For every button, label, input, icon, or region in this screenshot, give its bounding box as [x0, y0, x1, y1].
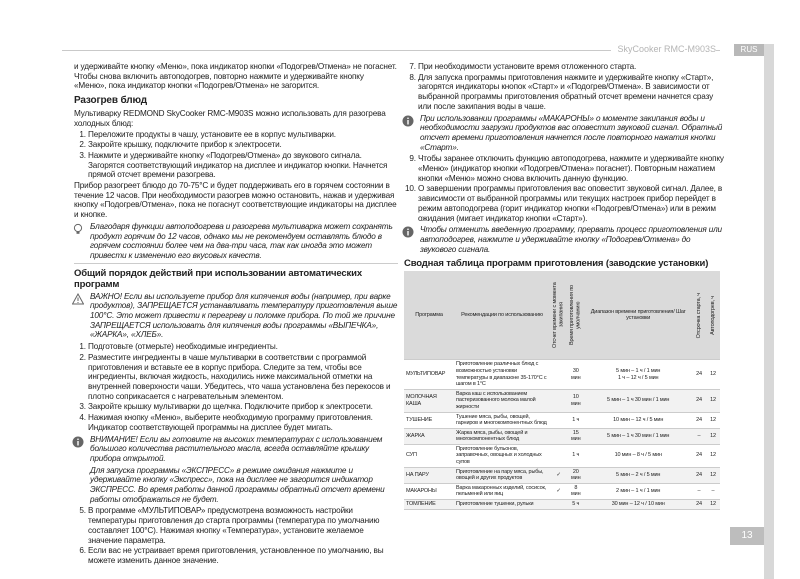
info-icon	[402, 115, 414, 127]
table-cell: Приготовление на пару мяса, рыбы, овощей и других продуктов	[454, 467, 550, 483]
list-item: 1. Подготовьте (отмерьте) необходимые ингредиенты.	[88, 342, 398, 352]
table-cell: НА ПАРУ	[404, 467, 454, 483]
table-cell: 12	[706, 428, 720, 444]
heading-reheat: Разогрев блюд	[74, 95, 147, 107]
steps-9-10	[404, 154, 728, 223]
right-column	[404, 62, 728, 510]
table-cell: МУЛЬТИПОВАР	[404, 360, 454, 389]
steps-7-8	[404, 62, 728, 112]
table-cell: МОЛОЧНАЯ КАША	[404, 389, 454, 412]
table-cell: 24	[692, 500, 706, 510]
info-icon	[402, 226, 414, 238]
table-cell	[550, 360, 567, 389]
table-cell: 12	[706, 412, 720, 428]
intro-text: и удерживайте кнопку «Меню», пока индикатор кнопки «Подогрев/Отмена» не погаснет. Чтобы снова включить автоподогрев, повторно нажмите и удерживайте кнопку «Меню», пока индикатор кнопки «Подогрев/Отмена» не загорится.	[74, 62, 397, 91]
table-cell: Приготовление тушенки, рульки	[454, 500, 550, 510]
table-cell	[550, 500, 567, 510]
table-cell: 24	[692, 444, 706, 467]
table-cell: 24	[692, 467, 706, 483]
table-cell: 5 ч	[567, 500, 584, 510]
table-cell: Приготовление различных блюд с возможностью установки температуры в диапазоне 35-170°С с шагом в 1°С	[454, 360, 550, 389]
general-steps	[74, 342, 398, 432]
stop-note: Чтобы отменить введенную программу, прервать процесс приготовления или автоподогрев, нажмите и удерживайте кнопку «Подогрев/Отмена» до звукового сигнала.	[404, 225, 728, 254]
table-cell: 5 мин – 1 ч / 1 мин 1 ч – 12 ч / 5 мин	[584, 360, 692, 389]
table-cell: 10 мин – 8 ч / 5 мин	[584, 444, 692, 467]
table-cell: 12	[706, 389, 720, 412]
table-cell: 20 мин	[567, 467, 584, 483]
table-cell: 12	[706, 467, 720, 483]
table-cell: 24	[692, 360, 706, 389]
table-title: Сводная таблица программ приготовления (заводские установки)	[404, 258, 709, 270]
table-cell: –	[706, 483, 720, 499]
table-row	[404, 467, 720, 483]
list-item: 7. При необходимости установите время отложенного старта.	[418, 62, 728, 72]
table-cell	[550, 389, 567, 412]
side-bar	[764, 44, 774, 579]
attention-note: ВНИМАНИЕ! Если вы готовите на высоких температурах с использованием большого количества растительного масла, всегда оставляйте крышку прибора открытой.	[74, 435, 398, 464]
table-cell	[550, 428, 567, 444]
warning-icon	[72, 293, 84, 305]
table-row	[404, 444, 720, 467]
list-item: 3. Закройте крышку мультиварки до щелчка. Подключите прибор к электросети.	[88, 402, 398, 412]
col-header: Время приготовления по умолчанию	[567, 271, 584, 360]
reheat-text: Прибор разогреет блюдо до 70-75°С и будет поддерживать его в горячем состоянии в течение 12 часов. При необходимости разогрев можно остановить, нажав и удерживая кнопку «Подогрев/Отмена», пока не погаснут соответствующие индикаторы на дисплее и кнопке.	[74, 181, 397, 220]
pasta-note: При использовании программы «МАКАРОНЫ» о моменте закипания воды и необходимости загрузки продуктов вас оповестит звуковой сигнал. Обратный отсчет времени приготовления начнется после повторного нажатия кнопки «Старт».	[404, 114, 728, 153]
table-cell: 1 ч	[567, 444, 584, 467]
list-item: 6. Если вас не устраивает время приготовления, установленное по умолчанию, вы можете изменить данное значение.	[88, 546, 398, 565]
header-title: SkyCooker RMC-M903S	[611, 44, 716, 54]
table-cell: 12	[706, 500, 720, 510]
table-cell: СУП	[404, 444, 454, 467]
table-row	[404, 360, 720, 389]
list-item: 2. Закройте крышку, подключите прибор к электросети.	[88, 140, 398, 150]
table-cell: 12	[706, 444, 720, 467]
col-header: Программа	[404, 271, 454, 360]
table-cell: 8 мин	[567, 483, 584, 499]
col-header: Отсчет времени с момента закипания	[550, 271, 567, 360]
list-item: 2. Разместите ингредиенты в чаше мультиварки в соответствии с программой приготовления и вставьте ее в корпус прибора. Следите за тем, чтобы все ингредиенты, включая жидкость, находились ниже максимальной отметки на внутренней поверхности чаши. Убедитесь, что чаша установлена без перекосов и плотно соприкасается с нагревательным элементом.	[88, 353, 398, 402]
programs-table	[404, 271, 720, 509]
heading-general: Общий порядок действий при использовании автоматических программ	[74, 267, 362, 290]
table-cell: 10 мин – 12 ч / 5 мин	[584, 412, 692, 428]
table-cell: Тушение мяса, рыбы, овощей, гарниров и многокомпонентных блюд	[454, 412, 550, 428]
list-item: 10. О завершении программы приготовления вас оповестит звуковой сигнал. Далее, в зависимости от выбранной программы или текущих настроек прибор перейдет в режим автоподогрева (горит индикатор кнопки «Подогрев/Отмена») или в режим ожидания (мигает индикатор кнопки «Старт»).	[418, 184, 728, 223]
table-cell: Приготовление бульонов, заправочных, овощных и холодных супов	[454, 444, 550, 467]
table-cell: ЖАРКА	[404, 428, 454, 444]
table-cell: МАКАРОНЫ	[404, 483, 454, 499]
language-badge: RUS	[734, 44, 764, 56]
table-row	[404, 389, 720, 412]
table-cell: 24	[692, 412, 706, 428]
list-item: 9. Чтобы заранее отключить функцию автоподогрева, нажмите и удерживайте кнопку «Меню» (индикатор кнопки «Подогрев/Отмена» погаснет). Повторным нажатием кнопки «Меню» можно снова включить данную функцию.	[418, 154, 728, 183]
table-cell	[550, 444, 567, 467]
table-cell: 5 мин – 1 ч 30 мин / 1 мин	[584, 389, 692, 412]
table-cell: Варка каш с использованием пастеризованного молока малой жирности	[454, 389, 550, 412]
table-row	[404, 500, 720, 510]
table-cell: 5 мин – 1 ч 30 мин / 1 мин	[584, 428, 692, 444]
table-cell: –	[692, 483, 706, 499]
steps-5-6	[74, 506, 398, 565]
table-cell: ТОМЛЕНИЕ	[404, 500, 454, 510]
express-note: Для запуска программы «ЭКСПРЕСС» в режиме ожидания нажмите и удерживайте кнопку «Экспресс», пока на дисплее не загорится индикатор ЭКСПРЕСС. Во время работы данной программы обратный отсчет времени работы отображаться не будет.	[90, 465, 385, 504]
col-header: Диапазон времени приготовления/ Шаг установки	[584, 271, 692, 360]
list-item: 8. Для запуска программы приготовления нажмите и удерживайте кнопку «Старт», загорятся индикаторы кнопок «Старт» и «Подогрев/Отмена». В зависимости от выбранной программы приготовления обратный отсчет времени начнется сразу или после закипания воды в чаше.	[418, 73, 728, 112]
info-icon	[72, 436, 84, 448]
table-cell: 10 мин	[567, 389, 584, 412]
table-cell: ✓	[550, 483, 567, 499]
page-header	[0, 44, 800, 56]
warning-note: ВАЖНО! Если вы используете прибор для кипячения воды (например, при варке продуктов), ЗАПРЕЩАЕТСЯ устанавливать температуру приготовления выше 100°С. Это может привести к перегреву и поломке прибора. По той же причине ЗАПРЕЩАЕТСЯ использовать для кипячения воды программы «ВЫПЕЧКА», «ЖАРКА», «ХЛЕБ».	[74, 292, 398, 341]
table-cell: –	[692, 428, 706, 444]
page-number: 13	[730, 527, 764, 545]
table-cell: 1 ч	[567, 412, 584, 428]
left-column	[74, 62, 398, 567]
table-cell: 24	[692, 389, 706, 412]
list-item: 1. Переложите продукты в чашу, установите ее в корпус мультиварки.	[88, 130, 398, 140]
table-cell: Жарка мяса, рыбы, овощей и многокомпонентных блюд	[454, 428, 550, 444]
list-item: 5. В программе «МУЛЬТИПОВАР» предусмотрена возможность настройки температуры приготовления до старта программы (температура по умолчанию составляет 100°С). Нажимая кнопку «Температура», установите желаемое значение параметра.	[88, 506, 398, 545]
reheat-steps	[74, 130, 398, 181]
list-item: 4. Нажимая кнопку «Меню», выберите необходимую программу приготовления. Индикатор соответствующей программы на дисплее будет мигать.	[88, 413, 398, 432]
table-cell: 30 мин – 12 ч / 10 мин	[584, 500, 692, 510]
col-header: Автоподогрев, ч	[706, 271, 720, 360]
table-row	[404, 412, 720, 428]
table-cell: ТУШЕНИЕ	[404, 412, 454, 428]
list-item: 3. Нажмите и удерживайте кнопку «Подогрев/Отмена» до звукового сигнала. Загорятся соответствующий индикатор на дисплее и индикатор кнопки. Начнется прямой отсчет времени разогрева.	[88, 151, 398, 180]
table-cell: ✓	[550, 467, 567, 483]
col-header: Отсрочка старта, ч	[692, 271, 706, 360]
table-cell: 30 мин	[567, 360, 584, 389]
table-cell: 5 мин – 2 ч / 5 мин	[584, 467, 692, 483]
table-cell: 2 мин – 1 ч / 1 мин	[584, 483, 692, 499]
table-row	[404, 428, 720, 444]
table-cell	[550, 412, 567, 428]
table-cell: Варка макаронных изделий, сосисок, пельменей или яиц	[454, 483, 550, 499]
tip-note: Благодаря функции автоподогрева и разогрева мультиварка может сохранять продукт горячим до 12 часов, однако мы не рекомендуем оставлять блюдо в горячем состоянии более чем на два-три часа, так как иногда это может привести к изменению его вкусовых качеств.	[74, 222, 398, 264]
table-cell: 12	[706, 360, 720, 389]
lightbulb-icon	[72, 223, 84, 235]
table-header-row	[404, 271, 720, 360]
table-cell: 15 мин	[567, 428, 584, 444]
table-row	[404, 483, 720, 499]
col-header: Рекомендации по использованию	[454, 271, 550, 360]
reheat-intro: Мультиварку REDMOND SkyCooker RMC-M903S можно использовать для разогрева холодных блюд:	[74, 109, 386, 128]
